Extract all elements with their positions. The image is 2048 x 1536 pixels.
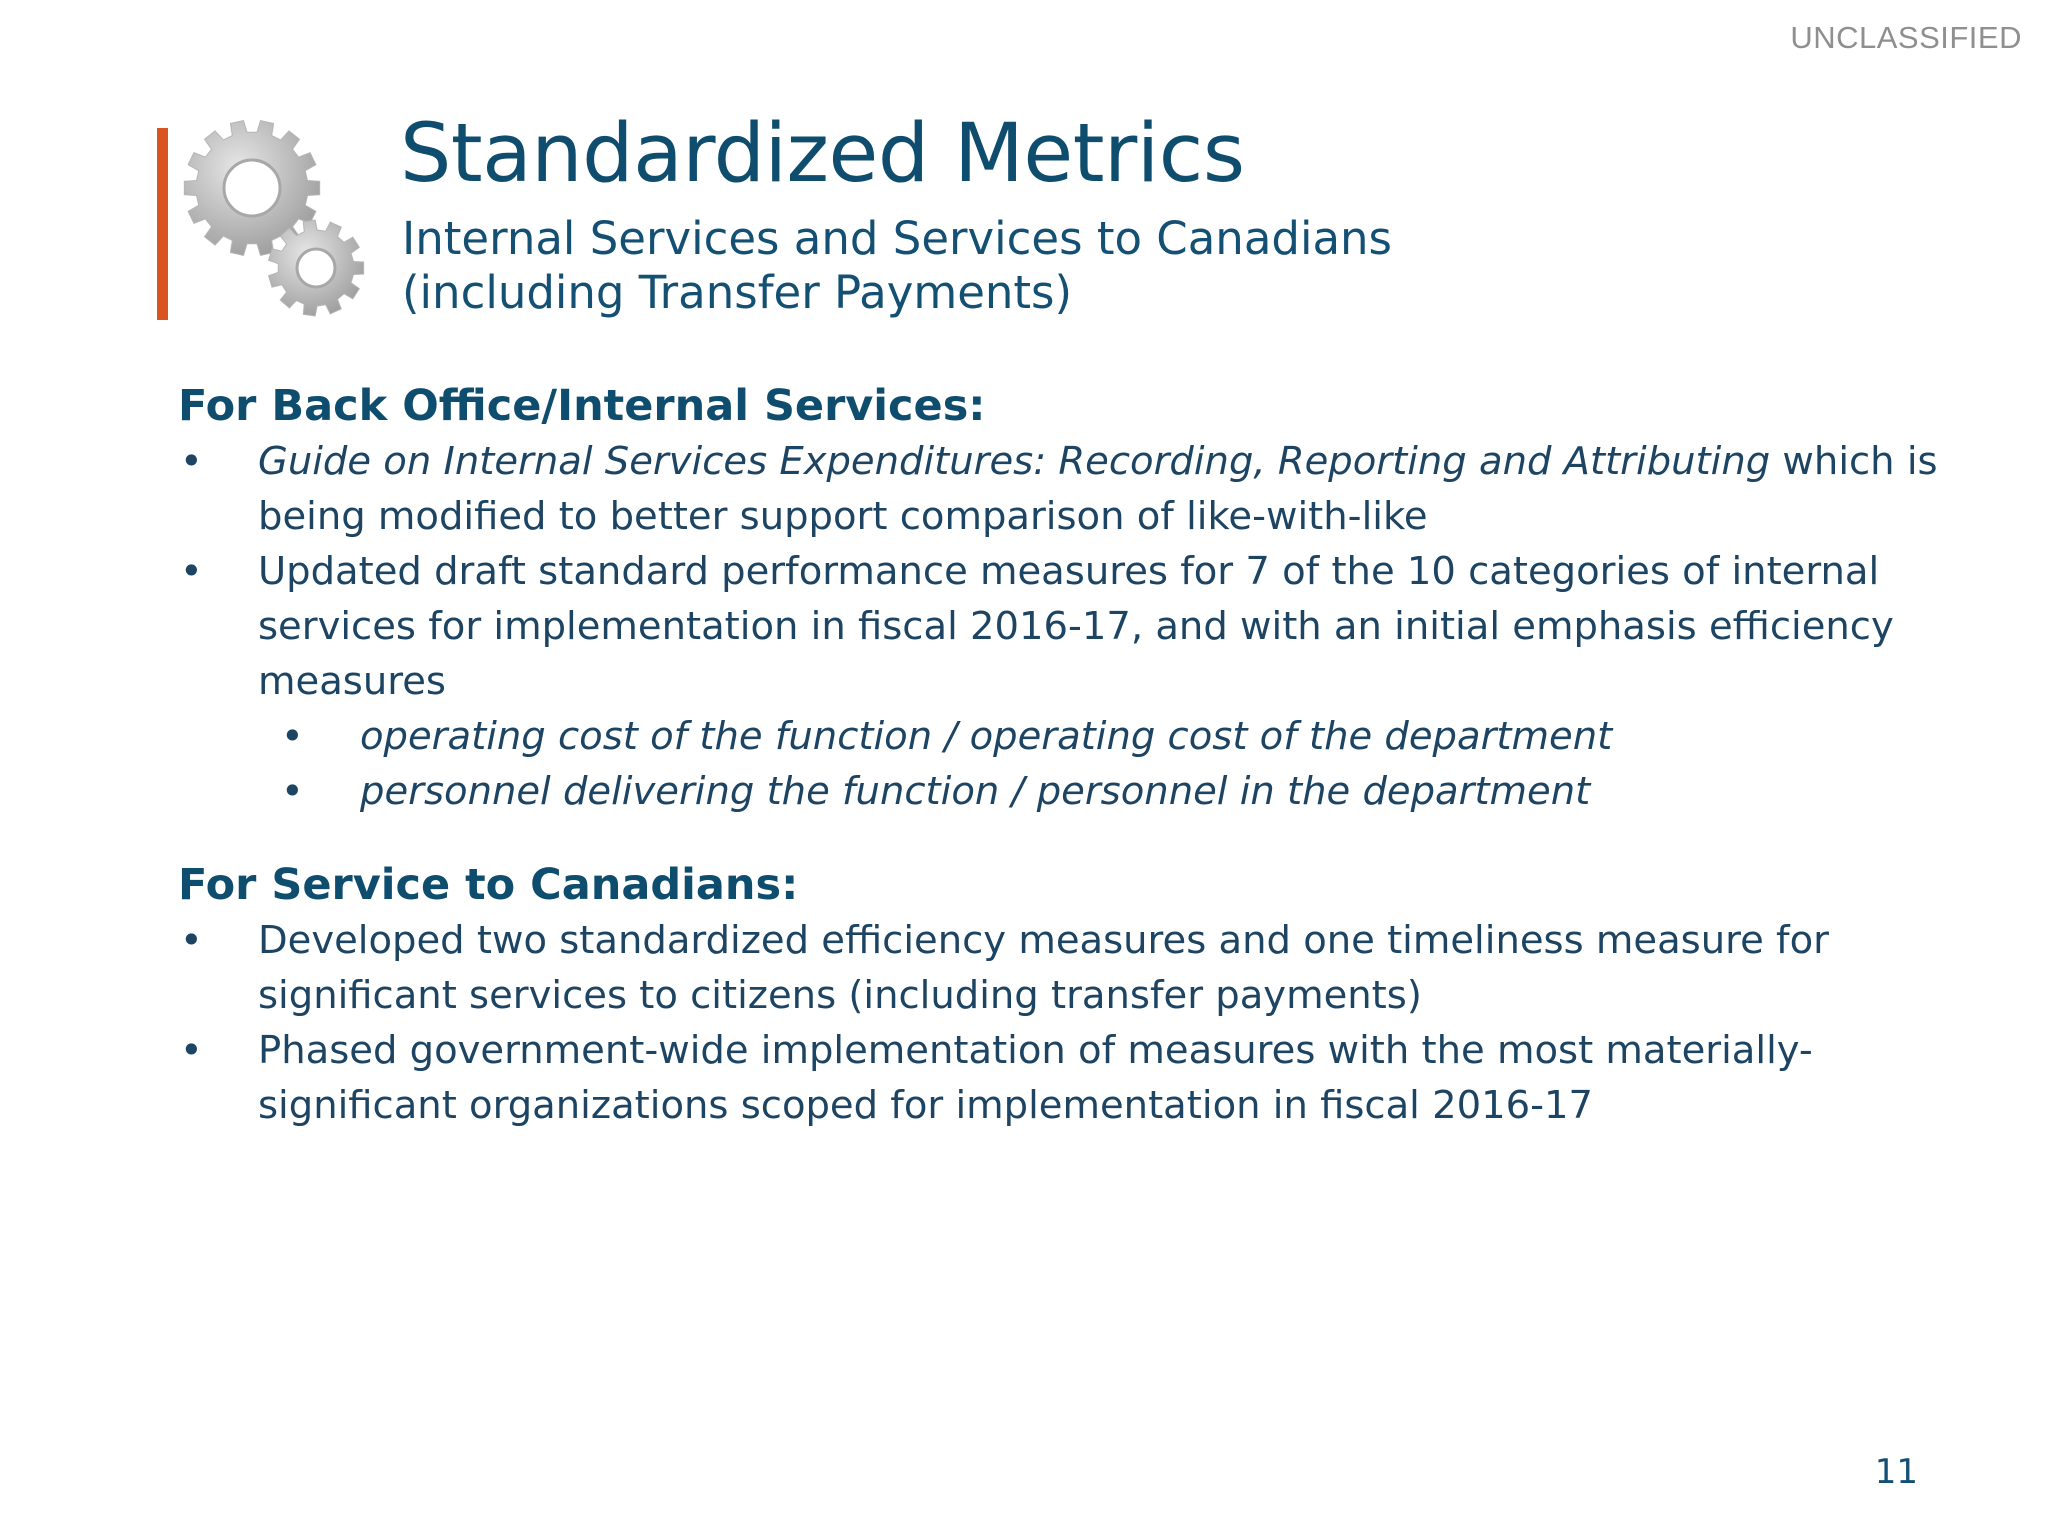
bullet-text: Phased government-wide implementation of measures with the most materially-	[258, 1028, 1813, 1073]
sub-bullet-text: personnel delivering the function / personnel in the department	[360, 769, 1591, 814]
bullet-dot: •	[180, 1028, 203, 1073]
bullet-dot: •	[180, 439, 203, 484]
small-gear-icon	[269, 220, 364, 316]
bullet-item	[178, 1023, 1878, 1133]
bullet-dot: •	[281, 714, 304, 759]
section-heading-service-to-canadians: For Service to Canadians:	[178, 860, 799, 910]
sub-bullet-item	[178, 764, 1878, 819]
guide-title: Guide on Internal Services Expenditures: Recording, Reporting and Attributing	[258, 439, 1771, 484]
bullet-text: Updated draft standard performance measures for 7 of the 10 categories of internal	[258, 549, 1880, 594]
bullet-text: Developed two standardized efficiency measures and one timeliness measure for	[258, 918, 1829, 963]
subtitle-line-1: Internal Services and Services to Canadians	[402, 212, 1392, 265]
bullet-dot: •	[180, 549, 203, 594]
bullet-dot: •	[281, 769, 304, 814]
bullet-item	[178, 913, 1878, 1023]
gears-icon	[176, 118, 376, 318]
bullet-item	[178, 434, 1938, 544]
classification-label: UNCLASSIFIED	[1790, 20, 2022, 55]
sub-bullet-text: operating cost of the function / operating cost of the department	[360, 714, 1613, 759]
accent-bar	[157, 128, 168, 320]
page-number: 11	[1874, 1452, 1918, 1492]
bullet-item	[178, 544, 1894, 709]
bullet-text: significant services to citizens (including transfer payments)	[258, 973, 1422, 1018]
sub-bullet-item	[178, 709, 1878, 764]
slide-content	[178, 378, 1938, 1133]
bullet-text: significant organizations scoped for implementation in fiscal 2016-17	[258, 1083, 1593, 1128]
bullet-text: services for implementation in fiscal 2016-17, and with an initial emphasis efficiency	[258, 604, 1894, 649]
bullet-dot: •	[180, 918, 203, 963]
page-subtitle	[402, 212, 1392, 320]
section-heading-back-office: For Back Office/Internal Services:	[178, 381, 986, 431]
subtitle-line-2: (including Transfer Payments)	[402, 266, 1073, 319]
bullet-text: being modified to better support comparison of like-with-like	[258, 494, 1428, 539]
page-title: Standardized Metrics	[400, 107, 1245, 201]
bullet-text: which is	[1770, 439, 1938, 484]
bullet-text: measures	[258, 659, 446, 704]
